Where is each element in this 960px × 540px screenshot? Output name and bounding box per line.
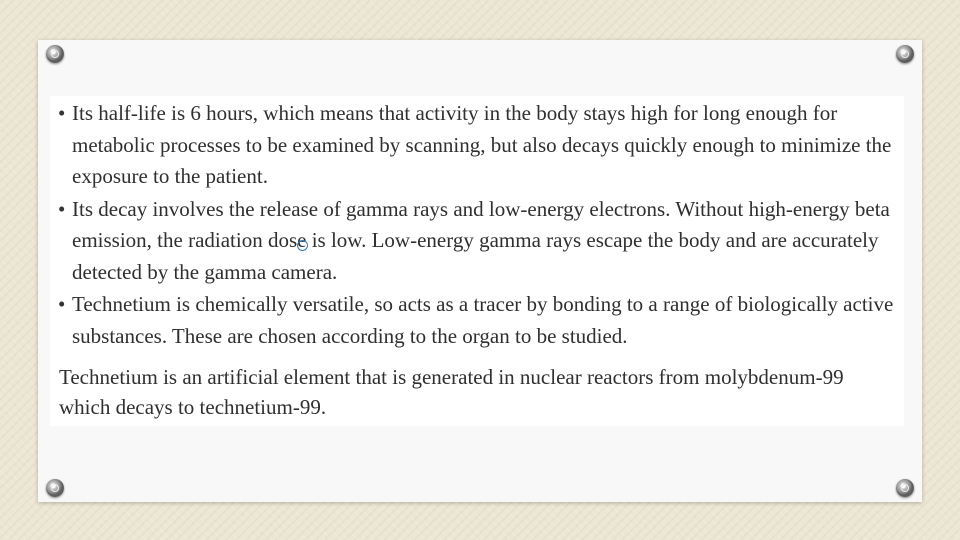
cursor-ring-icon [297, 240, 308, 251]
bullet-item-half-life: • Its half-life is 6 hours, which means that activity in the body stays high for long enough for metabolic processes to be examined by scanning, but also decays quickly enough to minimize the exposure to the patient. [58, 98, 898, 193]
bullet-item-versatility: • Technetium is chemically versatile, so acts as a tracer by bonding to a range of biologically active substances. These are chosen according to the organ to be studied. [58, 289, 898, 352]
technetium-paragraph: Technetium is an artificial element that is generated in nuclear reactors from molybdenum-99 which decays to technetium-99. [59, 365, 844, 419]
pushpin-icon [896, 479, 914, 497]
bullet-item-decay: • Its decay involves the release of gamma rays and low-energy electrons. Without high-energy beta emission, the radiation dose is low. Low-energy gamma rays escape the body and are accurately detected by the gamma camera. [58, 194, 898, 289]
slide-text-box[interactable] [50, 96, 904, 426]
bullet-list [58, 98, 898, 353]
pushpin-icon [46, 45, 64, 63]
pushpin-icon [46, 479, 64, 497]
pushpin-icon [896, 45, 914, 63]
